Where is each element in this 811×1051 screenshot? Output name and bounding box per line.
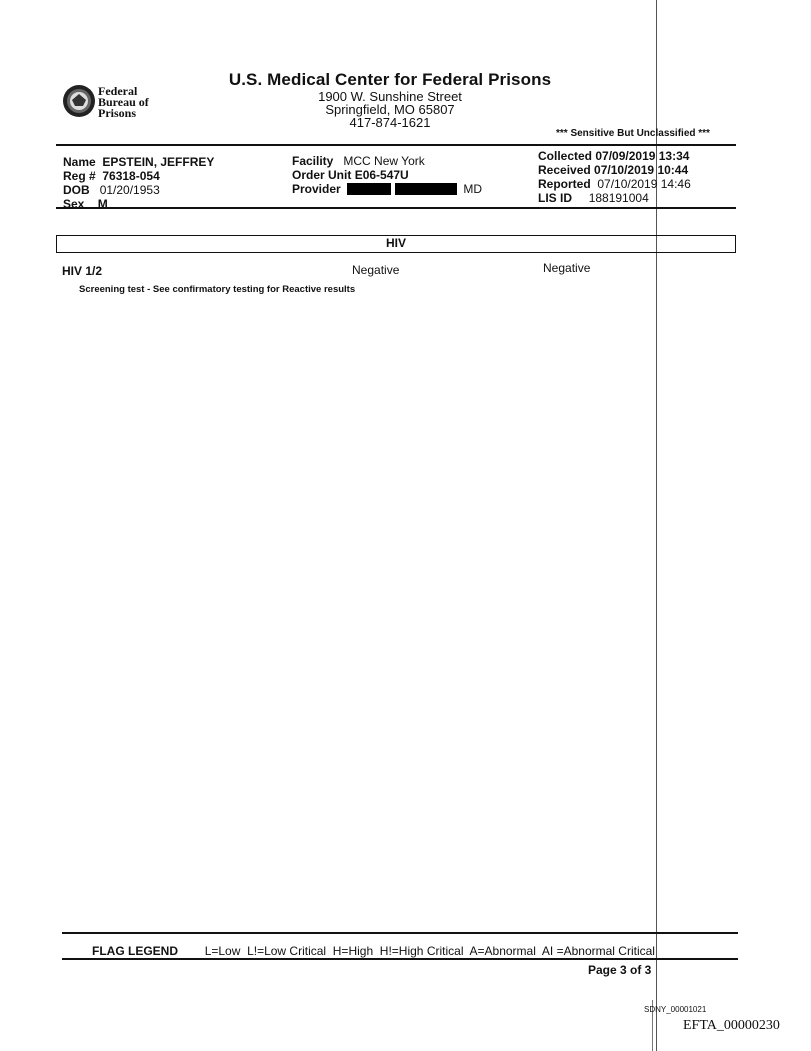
logo-line-1: Federal	[98, 84, 138, 98]
flag-legend	[92, 944, 752, 958]
legend-item: L=Low	[204, 944, 241, 958]
patient-name: EPSTEIN, JEFFREY	[102, 155, 215, 169]
bop-seal-icon	[62, 84, 96, 118]
address-line-2: Springfield, MO 65807	[325, 102, 455, 117]
collected-label: Collected	[538, 149, 593, 163]
patient-info	[63, 155, 214, 211]
page-title: U.S. Medical Center for Federal Prisons	[228, 70, 552, 89]
name-label: Name	[63, 155, 96, 169]
dob-value: 01/20/1953	[99, 183, 160, 197]
legend-item: H!=High Critical	[379, 944, 464, 958]
dob-label: DOB	[63, 183, 90, 197]
address-line-1: 1900 W. Sunshine Street	[318, 89, 462, 104]
efta-number: EFTA_00000230	[683, 1018, 780, 1033]
classification-banner: *** Sensitive But Unclassified ***	[556, 128, 710, 139]
reg-label: Reg #	[63, 169, 96, 183]
bates-number: SDNY_00001021	[644, 1005, 707, 1014]
header-rule	[56, 144, 736, 146]
reported-value: 07/10/2019 14:46	[597, 177, 691, 191]
date-info	[538, 149, 691, 205]
legend-top-rule	[62, 932, 738, 934]
received-label: Received	[538, 163, 591, 177]
phone: 417-874-1621	[349, 115, 431, 130]
reported-label: Reported	[538, 177, 591, 191]
lis-id-label: LIS ID	[538, 191, 573, 205]
legend-item: AI =Abnormal Critical	[541, 944, 655, 958]
reference-range: Negative	[543, 261, 591, 275]
provider-suffix: MD	[463, 182, 483, 196]
report-header	[200, 70, 580, 129]
lis-id-value: 188191004	[588, 191, 649, 205]
order-info	[292, 154, 482, 196]
bop-logo	[62, 84, 182, 130]
logo-line-2: Bureau of	[98, 95, 149, 109]
legend-item: A=Abnormal	[469, 944, 536, 958]
logo-text	[98, 86, 149, 119]
test-name: HIV 1/2	[62, 264, 103, 278]
section-header-box	[56, 235, 736, 253]
legend-item: H=High	[332, 944, 374, 958]
redaction-box	[347, 183, 391, 195]
facility-value: MCC New York	[343, 154, 425, 168]
test-result: Negative	[352, 263, 400, 277]
legend-item: L!=Low Critical	[247, 944, 327, 958]
sex-label: Sex	[63, 197, 85, 211]
page-number: Page 3 of 3	[588, 963, 652, 977]
sex-value: M	[97, 197, 108, 211]
logo-line-3: Prisons	[98, 106, 137, 120]
legend-title: FLAG LEGEND	[92, 944, 178, 958]
collected-value: 07/09/2019 13:34	[595, 149, 690, 163]
facility-label: Facility	[292, 154, 334, 168]
redaction-box	[395, 183, 457, 195]
order-unit-value: E06-547U	[354, 168, 409, 182]
result-note: Screening test - See confirmatory testing for Reactive results	[79, 284, 356, 295]
reg-number: 76318-054	[102, 169, 160, 183]
order-unit-label: Order Unit	[292, 168, 352, 182]
legend-bottom-rule	[62, 958, 738, 960]
info-rule	[56, 207, 736, 209]
received-value: 07/10/2019 10:44	[594, 163, 689, 177]
section-title: HIV	[385, 236, 406, 250]
provider-label: Provider	[292, 182, 341, 196]
